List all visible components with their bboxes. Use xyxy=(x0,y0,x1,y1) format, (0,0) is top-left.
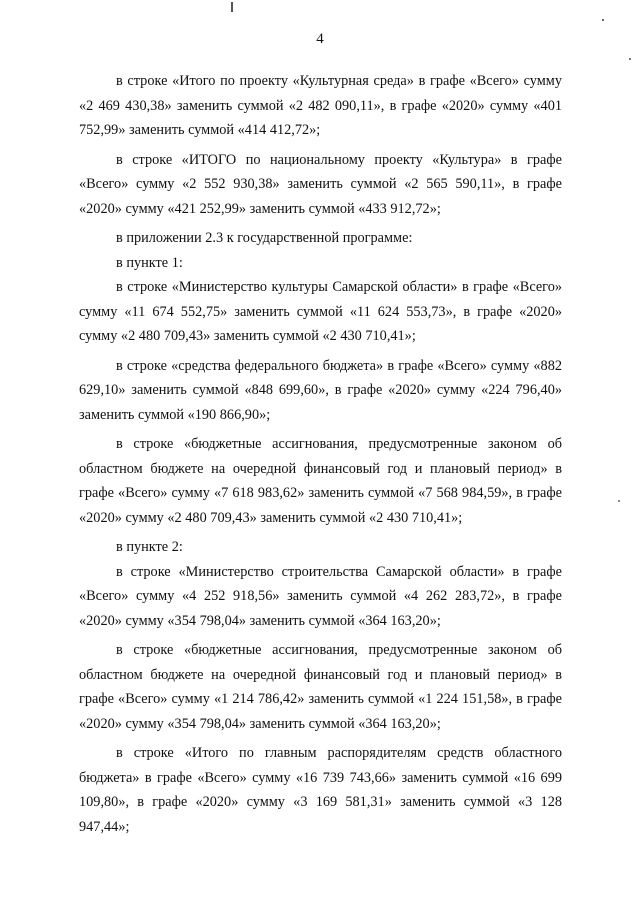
paragraph: в строке «ИТОГО по национальному проекту «Культура» в графе «Всего» сумму «2 552 930,38» заменить суммой «2 565 590,11», в графе «2020» сумму «421 252,99» заменить суммой «433 912,72»; xyxy=(79,151,562,217)
scan-mark xyxy=(231,2,233,12)
paragraph: в пункте 2: xyxy=(116,539,183,555)
page-number: 4 xyxy=(316,31,324,47)
paragraph: в строке «Итого по главным распорядителям средств областного бюджета» в графе «Всего» сумму «16 739 743,66» заменить суммой «16 699 109,80», в графе «2020» сумму «3 169 581,31» заменить суммой «3 128 947,44»; xyxy=(79,745,562,835)
document-body xyxy=(79,69,562,839)
scan-speck xyxy=(629,58,631,60)
paragraph: в строке «Министерство культуры Самарской области» в графе «Всего» сумму «11 674 552,75» заменить суммой «11 624 553,73», в графе «2020» сумму «2 480 709,43» заменить суммой «2 430 710,41»; xyxy=(79,279,562,344)
paragraph: в приложении 2.3 к государственной программе: xyxy=(116,230,413,246)
scan-speck xyxy=(602,19,604,21)
paragraph: в строке «бюджетные ассигнования, предусмотренные законом об областном бюджете на очередной финансовый год и плановый период» в графе «Всего» сумму «7 618 983,62» заменить суммой «7 568 984,59», в графе «2020» сумму «2 480 709,43» заменить суммой «2 430 710,41»; xyxy=(79,436,562,526)
paragraph: в строке «бюджетные ассигнования, предусмотренные законом об областном бюджете на очередной финансовый год и плановый период» в графе «Всего» сумму «1 214 786,42» заменить суммой «1 224 151,58», в графе «2020» сумму «354 798,04» заменить суммой «364 163,20»; xyxy=(79,642,562,732)
paragraph: в пункте 1: xyxy=(116,254,183,271)
paragraph: в строке «средства федерального бюджета» в графе «Всего» сумму «882 629,10» заменить суммой «848 699,60», в графе «2020» сумму «224 796,40» заменить суммой «190 866,90»; xyxy=(79,357,562,423)
paragraph: в строке «Министерство строительства Самарской области» в графе «Всего» сумму «4 252 918,56» заменить суммой «4 262 283,72», в графе «2020» сумму «354 798,04» заменить суммой «364 163,20»; xyxy=(79,563,562,629)
scan-speck xyxy=(618,500,620,502)
paragraph: в строке «Итого по проекту «Культурная среда» в графе «Всего» сумму «2 469 430,38» заменить суммой «2 482 090,11», в графе «2020» сумму «401 752,99» заменить суммой «414 412,72»; xyxy=(79,73,562,138)
